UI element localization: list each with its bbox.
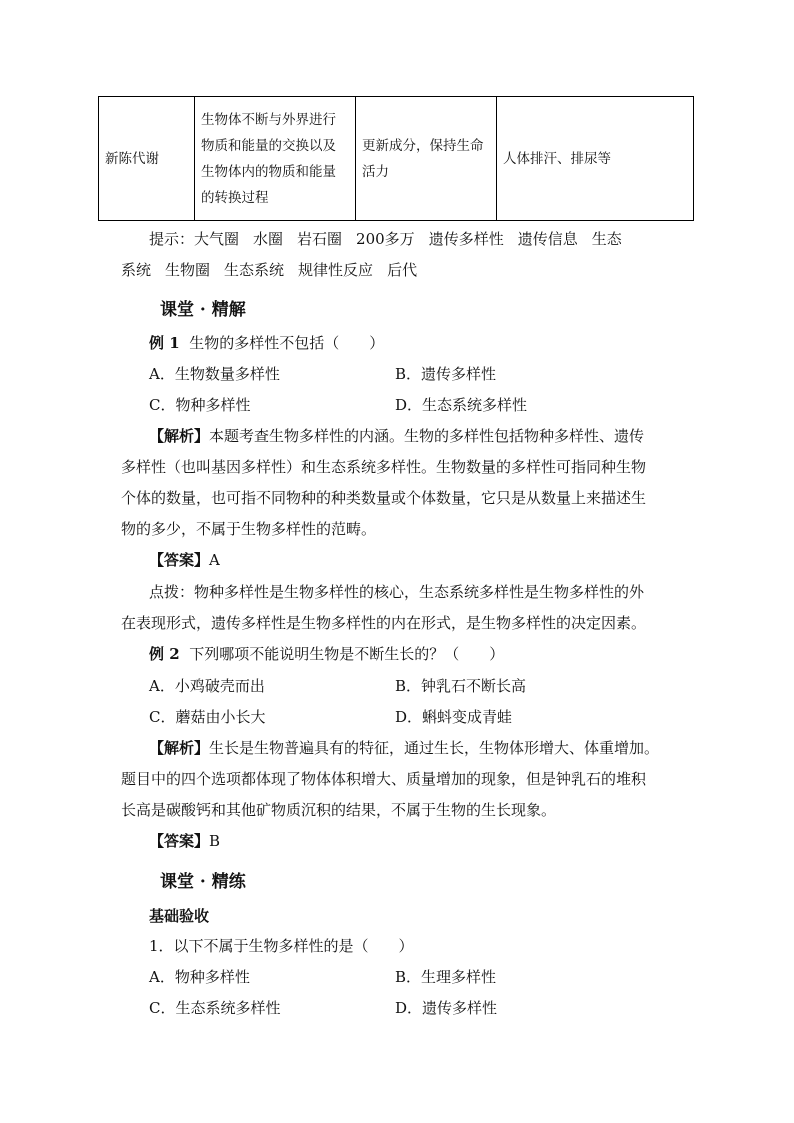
hint-item: 生物圈 [165,261,211,279]
option-c: C．蘑菇由小长大 [149,708,266,726]
option-a: A．小鸡破壳而出 [149,677,265,695]
tip-line: 点拨：物种多样性是生物多样性的核心，生态系统多样性是生物多样性的外 [149,583,645,601]
option-b: B．遗传多样性 [395,365,497,383]
option-c: C．物种多样性 [149,396,251,414]
hint-item: 岩石圈 [297,230,343,248]
significance-line: 活力 [362,163,389,180]
analysis-label: 【解析】 [149,427,210,445]
answer-label: 【答案】 [149,832,210,850]
definition-line: 生物体不断与外界进行 [201,111,336,128]
question-text: 生物的多样性不包括（ ） [189,334,385,352]
hint-item: 生态 [591,230,622,248]
hint-line-1 [149,229,636,249]
hint-line-2 [121,260,431,280]
hint-item: 水圈 [253,230,284,248]
analysis-text: 本题考查生物多样性的内涵。生物的多样性包括物种多样性、遗传 [209,427,645,445]
example-label: 例 1 [149,334,180,352]
subsection-title: 基础验收 [149,907,210,925]
option-a: A．物种多样性 [149,968,250,986]
definition-line: 物质和能量的交换以及 [201,137,336,154]
hint-item: 遗传信息 [517,230,578,248]
option-b: B．生理多样性 [395,968,497,986]
table-cell-example: 人体排汗、排尿等 [497,97,694,221]
question-text: 下列哪项不能说明生物是不断生长的？（ ） [189,645,505,663]
analysis-text: 生长是生物普遍具有的特征，通过生长，生物体形增大、体重增加。 [209,739,660,757]
table-cell-term: 新陈代谢 [99,97,195,221]
tip-line: 在表现形式，遗传多样性是生物多样性的内在形式，是生物多样性的决定因素。 [121,614,647,632]
answer-value: B [209,832,221,850]
option-d: D．遗传多样性 [395,999,498,1017]
table-cell-definition [195,97,356,221]
question-1: 1．以下不属于生物多样性的是（ ） [149,937,414,955]
option-d: D．蝌蚪变成青蛙 [395,708,513,726]
section-title: 课堂 · 精解 [160,300,246,320]
hint-item: 后代 [387,261,418,279]
hint-item: 生态系统 [224,261,285,279]
analysis-label: 【解析】 [149,739,210,757]
table-row [99,97,694,221]
answer-value: A [209,551,220,569]
definition-line: 的转换过程 [201,189,269,206]
answer-label: 【答案】 [149,551,210,569]
analysis-line: 长高是碳酸钙和其他矿物质沉积的结果，不属于生物的生长现象。 [121,801,557,819]
example-label: 例 2 [149,645,180,663]
characteristics-table [98,96,694,221]
analysis-line [149,738,659,758]
answer-line [149,831,220,851]
hint-item: 系统 [121,261,152,279]
analysis-line: 题目中的四个选项都体现了物体体积增大、质量增加的现象，但是钟乳石的堆积 [121,770,647,788]
table-cell-significance [356,97,497,221]
answer-line [149,550,220,570]
significance-line: 更新成分，保持生命 [362,137,484,154]
analysis-line: 个体的数量，也可指不同物种的种类数量或个体数量，它只是从数量上来描述生 [121,489,647,507]
example-2-question [149,644,504,664]
analysis-line: 多样性（也叫基因多样性）和生态系统多样性。生物数量的多样性可指同种生物 [121,458,647,476]
hint-item: 遗传多样性 [428,230,504,248]
example-1-question [149,333,384,353]
definition-line: 生物体内的物质和能量 [201,163,336,180]
section-title: 课堂 · 精练 [160,872,246,892]
hint-item: 规律性反应 [298,261,374,279]
analysis-line: 物的多少，不属于生物多样性的范畴。 [121,520,377,538]
analysis-line [149,426,644,446]
option-d: D．生态系统多样性 [395,396,528,414]
option-a: A．生物数量多样性 [149,365,280,383]
option-b: B．钟乳石不断长高 [395,677,527,695]
hint-item: 提示：大气圈 [149,230,240,248]
option-c: C．生态系统多样性 [149,999,281,1017]
hint-item: 200多万 [356,230,415,248]
